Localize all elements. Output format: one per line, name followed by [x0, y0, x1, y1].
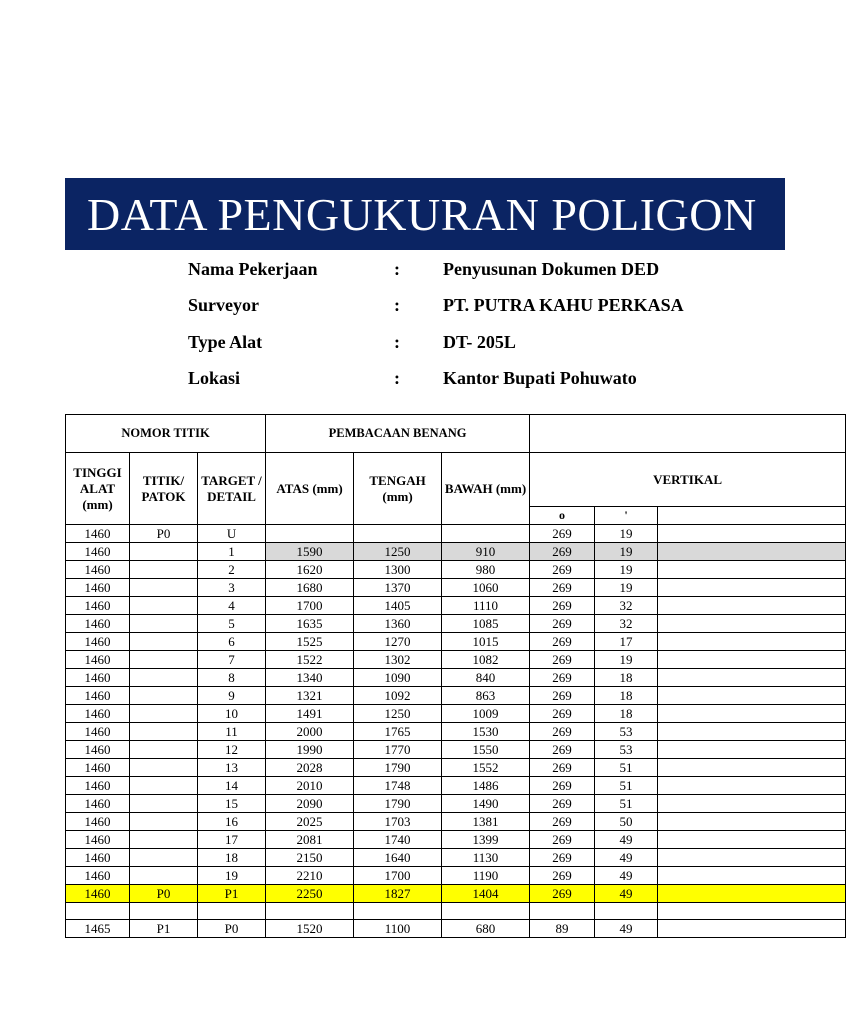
cell-atas[interactable] — [266, 903, 354, 920]
info-value: Kantor Bupati Pohuwato — [443, 368, 637, 388]
cell-tengah[interactable] — [354, 525, 442, 543]
table-row[interactable] — [66, 687, 846, 705]
cell-tengah[interactable]: 1790 — [354, 795, 442, 813]
cell-atas[interactable]: 2010 — [266, 777, 354, 795]
cell-target[interactable]: 6 — [198, 633, 266, 651]
cell-bawah[interactable] — [442, 525, 530, 543]
cell-tinggi[interactable]: 1460 — [66, 741, 130, 759]
table-row[interactable] — [66, 615, 846, 633]
header-degree: o — [530, 507, 595, 525]
cell-tinggi[interactable]: 1460 — [66, 561, 130, 579]
cell-titik[interactable] — [130, 867, 198, 885]
cell-deg[interactable]: 269 — [530, 615, 595, 633]
header-second — [658, 507, 846, 525]
cell-target[interactable]: 14 — [198, 777, 266, 795]
header-atas: ATAS (mm) — [266, 453, 354, 525]
cell-titik[interactable] — [130, 579, 198, 597]
info-label: Lokasi — [188, 368, 241, 388]
cell-min[interactable]: 53 — [595, 723, 658, 741]
cell-target[interactable]: 1 — [198, 543, 266, 561]
cell-tinggi[interactable]: 1460 — [66, 813, 130, 831]
table-header-row — [66, 453, 846, 507]
cell-tengah[interactable] — [354, 903, 442, 920]
cell-tinggi[interactable]: 1460 — [66, 597, 130, 615]
table-row[interactable] — [66, 885, 846, 903]
cell-tinggi[interactable]: 1465 — [66, 920, 130, 938]
cell-tinggi[interactable]: 1460 — [66, 687, 130, 705]
info-value: DT- 205L — [443, 332, 516, 352]
cell-bawah[interactable]: 1486 — [442, 777, 530, 795]
cell-atas[interactable]: 1522 — [266, 651, 354, 669]
cell-titik[interactable] — [130, 741, 198, 759]
cell-tinggi[interactable]: 1460 — [66, 705, 130, 723]
table-row[interactable] — [66, 723, 846, 741]
cell-tengah[interactable]: 1250 — [354, 543, 442, 561]
cell-target[interactable]: 5 — [198, 615, 266, 633]
cell-tinggi[interactable]: 1460 — [66, 633, 130, 651]
table-row[interactable] — [66, 759, 846, 777]
cell-deg[interactable]: 269 — [530, 759, 595, 777]
cell-deg[interactable]: 269 — [530, 597, 595, 615]
cell-deg[interactable]: 269 — [530, 795, 595, 813]
cell-deg[interactable] — [530, 903, 595, 920]
cell-deg[interactable]: 89 — [530, 920, 595, 938]
table-row[interactable] — [66, 867, 846, 885]
cell-bawah[interactable]: 840 — [442, 669, 530, 687]
cell-tinggi[interactable]: 1460 — [66, 759, 130, 777]
cell-min[interactable]: 19 — [595, 561, 658, 579]
header-tinggi-alat: TINGGI ALAT (mm) — [66, 453, 130, 525]
cell-min[interactable]: 49 — [595, 849, 658, 867]
table-row[interactable] — [66, 669, 846, 687]
cell-deg[interactable]: 269 — [530, 669, 595, 687]
cell-target[interactable] — [198, 903, 266, 920]
cell-second[interactable] — [658, 615, 846, 633]
cell-tinggi[interactable]: 1460 — [66, 885, 130, 903]
cell-target[interactable]: P1 — [198, 885, 266, 903]
cell-second[interactable] — [658, 741, 846, 759]
cell-tengah[interactable]: 1405 — [354, 597, 442, 615]
cell-min[interactable]: 19 — [595, 651, 658, 669]
cell-deg[interactable]: 269 — [530, 741, 595, 759]
cell-tengah[interactable]: 1302 — [354, 651, 442, 669]
cell-atas[interactable]: 2028 — [266, 759, 354, 777]
cell-target[interactable]: 17 — [198, 831, 266, 849]
cell-bawah[interactable]: 1552 — [442, 759, 530, 777]
cell-bawah[interactable]: 863 — [442, 687, 530, 705]
cell-min[interactable]: 32 — [595, 615, 658, 633]
cell-titik[interactable] — [130, 543, 198, 561]
info-label: Type Alat — [188, 332, 263, 352]
table-row[interactable] — [66, 831, 846, 849]
cell-target[interactable]: 4 — [198, 597, 266, 615]
cell-target[interactable]: 7 — [198, 651, 266, 669]
measurement-table — [65, 414, 846, 938]
cell-deg[interactable]: 269 — [530, 633, 595, 651]
cell-target[interactable]: 9 — [198, 687, 266, 705]
cell-atas[interactable]: 1680 — [266, 579, 354, 597]
cell-titik[interactable] — [130, 723, 198, 741]
header-bawah: BAWAH (mm) — [442, 453, 530, 525]
cell-tinggi[interactable] — [66, 903, 130, 920]
info-colon: : — [394, 332, 400, 352]
cell-min[interactable]: 51 — [595, 777, 658, 795]
cell-tinggi[interactable]: 1460 — [66, 579, 130, 597]
cell-deg[interactable]: 269 — [530, 543, 595, 561]
cell-titik[interactable] — [130, 777, 198, 795]
info-label: Nama Pekerjaan — [188, 259, 318, 279]
cell-atas[interactable]: 1590 — [266, 543, 354, 561]
cell-tengah[interactable]: 1700 — [354, 867, 442, 885]
cell-atas[interactable]: 2150 — [266, 849, 354, 867]
cell-target[interactable]: 15 — [198, 795, 266, 813]
table-row[interactable] — [66, 597, 846, 615]
cell-deg[interactable]: 269 — [530, 651, 595, 669]
cell-atas[interactable]: 1620 — [266, 561, 354, 579]
cell-deg[interactable]: 269 — [530, 525, 595, 543]
cell-bawah[interactable]: 1404 — [442, 885, 530, 903]
cell-atas[interactable]: 1321 — [266, 687, 354, 705]
cell-atas[interactable]: 1340 — [266, 669, 354, 687]
table-row[interactable] — [66, 795, 846, 813]
cell-second[interactable] — [658, 831, 846, 849]
cell-deg[interactable]: 269 — [530, 867, 595, 885]
cell-deg[interactable]: 269 — [530, 831, 595, 849]
cell-titik[interactable] — [130, 759, 198, 777]
table-row[interactable] — [66, 813, 846, 831]
cell-bawah[interactable]: 1190 — [442, 867, 530, 885]
table-group-header-row — [66, 415, 846, 453]
cell-min[interactable]: 19 — [595, 579, 658, 597]
cell-min[interactable]: 50 — [595, 813, 658, 831]
cell-second[interactable] — [658, 579, 846, 597]
cell-bawah[interactable]: 980 — [442, 561, 530, 579]
cell-titik[interactable] — [130, 795, 198, 813]
cell-second[interactable] — [658, 920, 846, 938]
cell-second[interactable] — [658, 795, 846, 813]
cell-titik[interactable] — [130, 561, 198, 579]
cell-tengah[interactable]: 1640 — [354, 849, 442, 867]
table-row[interactable] — [66, 651, 846, 669]
cell-bawah[interactable]: 680 — [442, 920, 530, 938]
cell-min[interactable]: 32 — [595, 597, 658, 615]
cell-tinggi[interactable]: 1460 — [66, 831, 130, 849]
cell-target[interactable]: 13 — [198, 759, 266, 777]
cell-bawah[interactable]: 1015 — [442, 633, 530, 651]
cell-min[interactable]: 19 — [595, 525, 658, 543]
header-minute: ' — [595, 507, 658, 525]
cell-deg[interactable]: 269 — [530, 885, 595, 903]
cell-min[interactable]: 51 — [595, 759, 658, 777]
cell-second[interactable] — [658, 633, 846, 651]
cell-titik[interactable] — [130, 633, 198, 651]
table-row[interactable] — [66, 903, 846, 920]
info-label: Surveyor — [188, 295, 259, 315]
table-row[interactable] — [66, 525, 846, 543]
cell-atas[interactable]: 1700 — [266, 597, 354, 615]
cell-min[interactable]: 18 — [595, 687, 658, 705]
cell-target[interactable]: 10 — [198, 705, 266, 723]
cell-second[interactable] — [658, 561, 846, 579]
cell-tengah[interactable]: 1360 — [354, 615, 442, 633]
cell-target[interactable]: 11 — [198, 723, 266, 741]
cell-second[interactable] — [658, 705, 846, 723]
table-row[interactable] — [66, 561, 846, 579]
cell-titik[interactable] — [130, 597, 198, 615]
cell-titik[interactable] — [130, 687, 198, 705]
cell-target[interactable]: 19 — [198, 867, 266, 885]
cell-deg[interactable]: 269 — [530, 849, 595, 867]
table-row[interactable] — [66, 543, 846, 561]
cell-tengah[interactable]: 1790 — [354, 759, 442, 777]
cell-bawah[interactable]: 1399 — [442, 831, 530, 849]
cell-tengah[interactable]: 1090 — [354, 669, 442, 687]
cell-second[interactable] — [658, 867, 846, 885]
title-banner — [65, 178, 785, 250]
cell-second[interactable] — [658, 651, 846, 669]
cell-target[interactable]: U — [198, 525, 266, 543]
cell-min[interactable]: 18 — [595, 705, 658, 723]
cell-titik[interactable] — [130, 903, 198, 920]
cell-second[interactable] — [658, 903, 846, 920]
header-nomor-titik: NOMOR TITIK — [66, 415, 266, 453]
cell-second[interactable] — [658, 885, 846, 903]
cell-titik[interactable] — [130, 669, 198, 687]
cell-tinggi[interactable]: 1460 — [66, 849, 130, 867]
cell-deg[interactable]: 269 — [530, 687, 595, 705]
cell-bawah[interactable]: 1381 — [442, 813, 530, 831]
cell-min[interactable]: 49 — [595, 920, 658, 938]
table-row[interactable] — [66, 579, 846, 597]
cell-min[interactable]: 19 — [595, 543, 658, 561]
info-colon: : — [394, 259, 400, 279]
cell-tinggi[interactable]: 1460 — [66, 615, 130, 633]
table-row[interactable] — [66, 705, 846, 723]
cell-bawah[interactable]: 1530 — [442, 723, 530, 741]
header-sudut — [530, 415, 846, 453]
cell-target[interactable]: 16 — [198, 813, 266, 831]
cell-titik[interactable] — [130, 705, 198, 723]
cell-tinggi[interactable]: 1460 — [66, 543, 130, 561]
cell-second[interactable] — [658, 669, 846, 687]
cell-second[interactable] — [658, 543, 846, 561]
cell-second[interactable] — [658, 759, 846, 777]
cell-bawah[interactable]: 1060 — [442, 579, 530, 597]
header-vertikal: VERTIKAL — [530, 453, 846, 507]
cell-titik[interactable] — [130, 651, 198, 669]
cell-second[interactable] — [658, 597, 846, 615]
cell-target[interactable]: 3 — [198, 579, 266, 597]
cell-deg[interactable]: 269 — [530, 813, 595, 831]
cell-deg[interactable]: 269 — [530, 723, 595, 741]
cell-tinggi[interactable]: 1460 — [66, 651, 130, 669]
table-row[interactable] — [66, 633, 846, 651]
info-value: Penyusunan Dokumen DED — [443, 259, 660, 279]
cell-second[interactable] — [658, 777, 846, 795]
cell-tinggi[interactable]: 1460 — [66, 525, 130, 543]
cell-target[interactable]: 2 — [198, 561, 266, 579]
cell-second[interactable] — [658, 687, 846, 705]
cell-tinggi[interactable]: 1460 — [66, 795, 130, 813]
cell-tengah[interactable]: 1100 — [354, 920, 442, 938]
cell-titik[interactable] — [130, 813, 198, 831]
cell-tengah[interactable]: 1300 — [354, 561, 442, 579]
cell-bawah[interactable]: 1490 — [442, 795, 530, 813]
cell-bawah[interactable] — [442, 903, 530, 920]
cell-target[interactable]: 18 — [198, 849, 266, 867]
cell-bawah[interactable]: 910 — [442, 543, 530, 561]
cell-target[interactable]: 8 — [198, 669, 266, 687]
cell-second[interactable] — [658, 723, 846, 741]
header-tengah: TENGAH (mm) — [354, 453, 442, 525]
cell-tinggi[interactable]: 1460 — [66, 669, 130, 687]
cell-titik[interactable] — [130, 849, 198, 867]
table-row[interactable] — [66, 741, 846, 759]
cell-atas[interactable] — [266, 525, 354, 543]
cell-tengah[interactable]: 1827 — [354, 885, 442, 903]
info-colon: : — [394, 368, 400, 388]
cell-titik[interactable] — [130, 831, 198, 849]
cell-min[interactable]: 49 — [595, 867, 658, 885]
cell-min[interactable] — [595, 903, 658, 920]
cell-bawah[interactable]: 1130 — [442, 849, 530, 867]
cell-atas[interactable]: 2090 — [266, 795, 354, 813]
cell-tengah[interactable]: 1770 — [354, 741, 442, 759]
cell-titik[interactable]: P1 — [130, 920, 198, 938]
header-pembacaan-benang: PEMBACAAN BENANG — [266, 415, 530, 453]
cell-tengah[interactable]: 1703 — [354, 813, 442, 831]
cell-tengah[interactable]: 1765 — [354, 723, 442, 741]
cell-titik[interactable]: P0 — [130, 885, 198, 903]
cell-tinggi[interactable]: 1460 — [66, 723, 130, 741]
cell-bawah[interactable]: 1082 — [442, 651, 530, 669]
cell-atas[interactable]: 1525 — [266, 633, 354, 651]
cell-deg[interactable]: 269 — [530, 705, 595, 723]
cell-target[interactable]: 12 — [198, 741, 266, 759]
cell-min[interactable]: 53 — [595, 741, 658, 759]
info-value: PT. PUTRA KAHU PERKASA — [443, 295, 684, 315]
cell-deg[interactable]: 269 — [530, 579, 595, 597]
cell-titik[interactable]: P0 — [130, 525, 198, 543]
info-colon: : — [394, 295, 400, 315]
cell-atas[interactable]: 2210 — [266, 867, 354, 885]
header-target-detail: TARGET / DETAIL — [198, 453, 266, 525]
cell-tengah[interactable]: 1092 — [354, 687, 442, 705]
cell-bawah[interactable]: 1550 — [442, 741, 530, 759]
cell-min[interactable]: 49 — [595, 831, 658, 849]
cell-second[interactable] — [658, 525, 846, 543]
cell-min[interactable]: 18 — [595, 669, 658, 687]
cell-bawah[interactable]: 1085 — [442, 615, 530, 633]
cell-bawah[interactable]: 1009 — [442, 705, 530, 723]
cell-atas[interactable]: 2025 — [266, 813, 354, 831]
table-row[interactable] — [66, 849, 846, 867]
table-row[interactable] — [66, 920, 846, 938]
cell-tengah[interactable]: 1270 — [354, 633, 442, 651]
cell-second[interactable] — [658, 849, 846, 867]
header-titik-patok: TITIK/ PATOK — [130, 453, 198, 525]
cell-atas[interactable]: 2081 — [266, 831, 354, 849]
cell-atas[interactable]: 1520 — [266, 920, 354, 938]
cell-bawah[interactable]: 1110 — [442, 597, 530, 615]
cell-min[interactable]: 49 — [595, 885, 658, 903]
cell-deg[interactable]: 269 — [530, 561, 595, 579]
page-title: DATA PENGUKURAN POLIGON — [87, 189, 757, 240]
cell-tinggi[interactable]: 1460 — [66, 777, 130, 795]
cell-atas[interactable]: 1990 — [266, 741, 354, 759]
cell-tengah[interactable]: 1370 — [354, 579, 442, 597]
cell-atas[interactable]: 2250 — [266, 885, 354, 903]
cell-atas[interactable]: 1491 — [266, 705, 354, 723]
cell-tengah[interactable]: 1740 — [354, 831, 442, 849]
cell-tengah[interactable]: 1748 — [354, 777, 442, 795]
table-row[interactable] — [66, 777, 846, 795]
cell-atas[interactable]: 1635 — [266, 615, 354, 633]
cell-deg[interactable]: 269 — [530, 777, 595, 795]
cell-tinggi[interactable]: 1460 — [66, 867, 130, 885]
cell-second[interactable] — [658, 813, 846, 831]
cell-titik[interactable] — [130, 615, 198, 633]
cell-target[interactable]: P0 — [198, 920, 266, 938]
cell-tengah[interactable]: 1250 — [354, 705, 442, 723]
cell-min[interactable]: 51 — [595, 795, 658, 813]
cell-atas[interactable]: 2000 — [266, 723, 354, 741]
cell-min[interactable]: 17 — [595, 633, 658, 651]
